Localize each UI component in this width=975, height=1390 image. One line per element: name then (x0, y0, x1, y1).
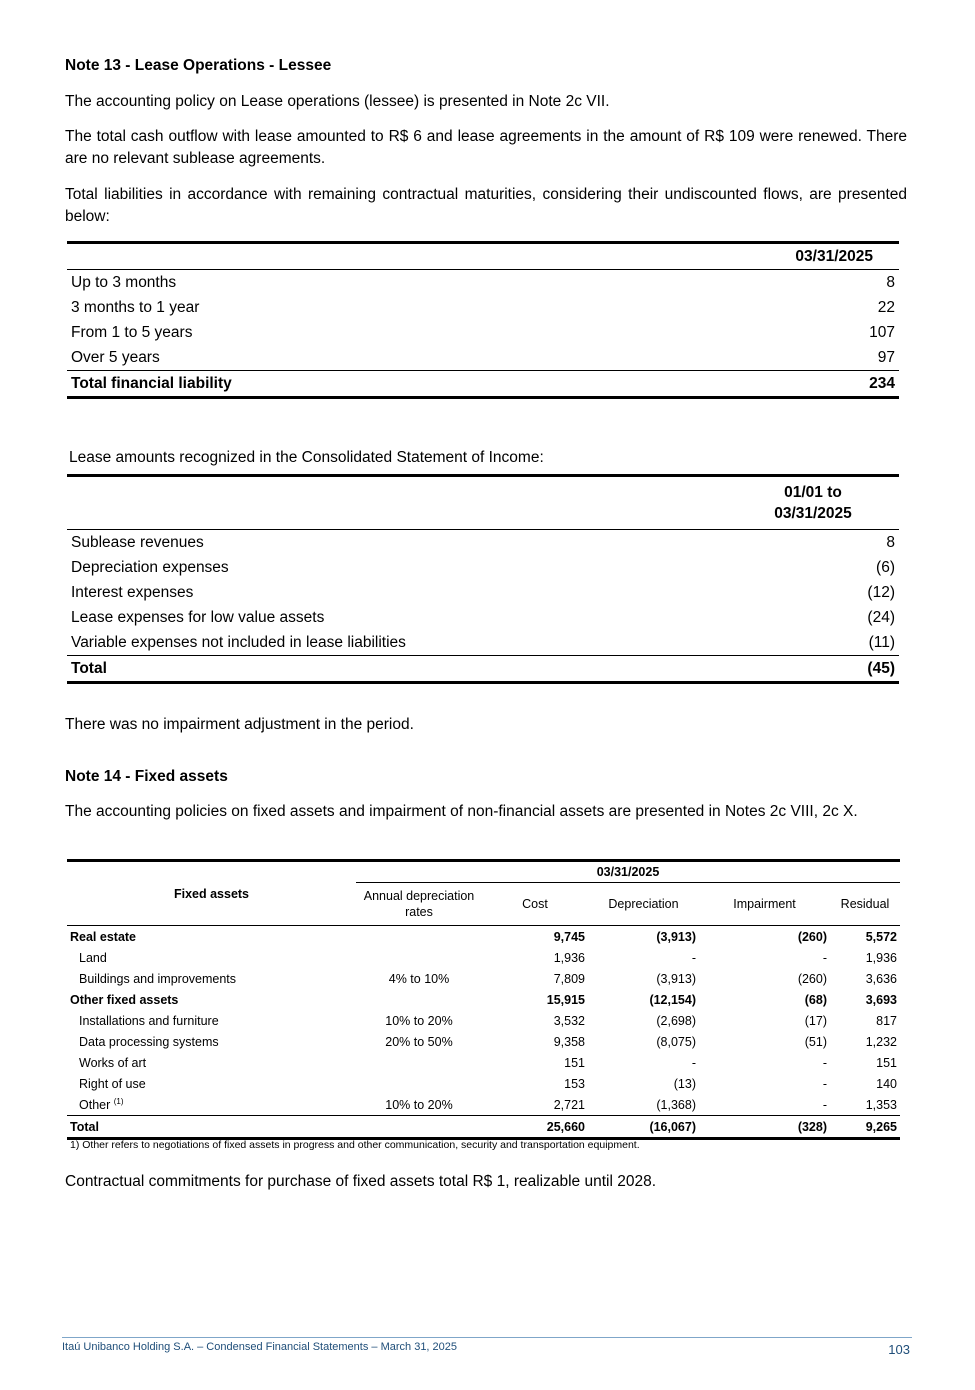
note14-paragraph-1: The accounting policies on fixed assets and impairment of non-financial assets are presented in Notes 2c VIII, 2c X. (65, 803, 858, 820)
note13-paragraph-5: There was no impairment adjustment in the period. (65, 716, 414, 733)
fixed-assets-table (67, 859, 900, 1140)
total-row: Total financial liability 234 (67, 371, 899, 398)
table-row: Other $^{(1)}$ 10% to 20% 2,721 (1,368) - 1,353 (79, 1096, 897, 1113)
note13-paragraph-2: The total cash outflow with lease amounted to R$ 6 and lease agreements in the amount of R$ 109 were renewed. There are no relevant sublease agreements. (65, 128, 907, 167)
income-header: 01/01 to 03/31/2025 (774, 484, 852, 522)
table-row: Interest expenses (12) (71, 583, 895, 601)
col-cost: Cost (522, 897, 548, 911)
table-row: Data processing systems 20% to 50% 9,358 (8,075) (51) 1,232 (79, 1034, 897, 1049)
period-header: 03/31/2025 (356, 861, 900, 883)
maturity-header: 03/31/2025 (795, 247, 873, 265)
table-row: Buildings and improvements 4% to 10% 7,809 (3,913) (260) 3,636 (79, 971, 897, 986)
table-footnote: 1) Other refers to negotiations of fixed assets in progress and other communication, security and transportation equipment. (70, 1139, 640, 1151)
note14-paragraph-2: Contractual commitments for purchase of fixed assets total R$ 1, realizable until 2028. (65, 1173, 657, 1190)
col-depreciation: Depreciation (608, 897, 679, 911)
note13-paragraph-1: The accounting policy on Lease operations (lessee) is presented in Note 2c VII. (65, 93, 610, 110)
note13-heading: Note 13 - Lease Operations - Lessee (65, 57, 332, 74)
page-number: 103 (888, 1342, 910, 1357)
footer-divider (62, 1337, 912, 1338)
col-fixed-assets: Fixed assets (173, 886, 250, 901)
table-row: Right of use 153 (13) - 140 (79, 1076, 897, 1091)
income-table (67, 474, 899, 684)
table-row: Real estate 9,745 (3,913) (260) 5,572 (70, 929, 897, 944)
table-row: 3 months to 1 year 22 (71, 298, 895, 316)
note14-heading: Note 14 - Fixed assets (65, 768, 228, 785)
maturity-table (67, 241, 899, 399)
table-row: Installations and furniture 10% to 20% 3,532 (2,698) (17) 817 (79, 1013, 897, 1028)
note13-paragraph-4: Lease amounts recognized in the Consolidated Statement of Income: (69, 449, 544, 466)
table-row: Works of art 151 - - 151 (79, 1055, 897, 1070)
col-impairment: Impairment (733, 897, 796, 911)
table-row: Other fixed assets 15,915 (12,154) (68) 3,693 (70, 992, 897, 1007)
table-row: Lease expenses for low value assets (24) (71, 608, 895, 626)
footer-text: Itaú Unibanco Holding S.A. – Condensed Financial Statements – March 31, 2025 (62, 1341, 458, 1353)
table-row: Up to 3 months 8 (71, 273, 895, 291)
total-row: Total (45) (67, 656, 899, 683)
table-row: Over 5 years 97 (71, 348, 895, 366)
col-rates: Annual depreciation rates (363, 889, 475, 919)
table-row: From 1 to 5 years 107 (71, 323, 895, 341)
table-row: Variable expenses not included in lease liabilities (11) (71, 633, 895, 651)
note13-paragraph-3: Total liabilities in accordance with remaining contractual maturities, considering their undiscounted flows, are presented below: (65, 186, 907, 225)
table-row: Sublease revenues 8 (71, 533, 895, 551)
table-row: Depreciation expenses (6) (71, 558, 895, 576)
table-row: Land 1,936 - - 1,936 (79, 950, 897, 965)
total-row: Total 25,660 (16,067) (328) 9,265 (67, 1116, 900, 1139)
footnote-marker: (1) (113, 1096, 124, 1106)
col-residual: Residual (840, 897, 890, 911)
